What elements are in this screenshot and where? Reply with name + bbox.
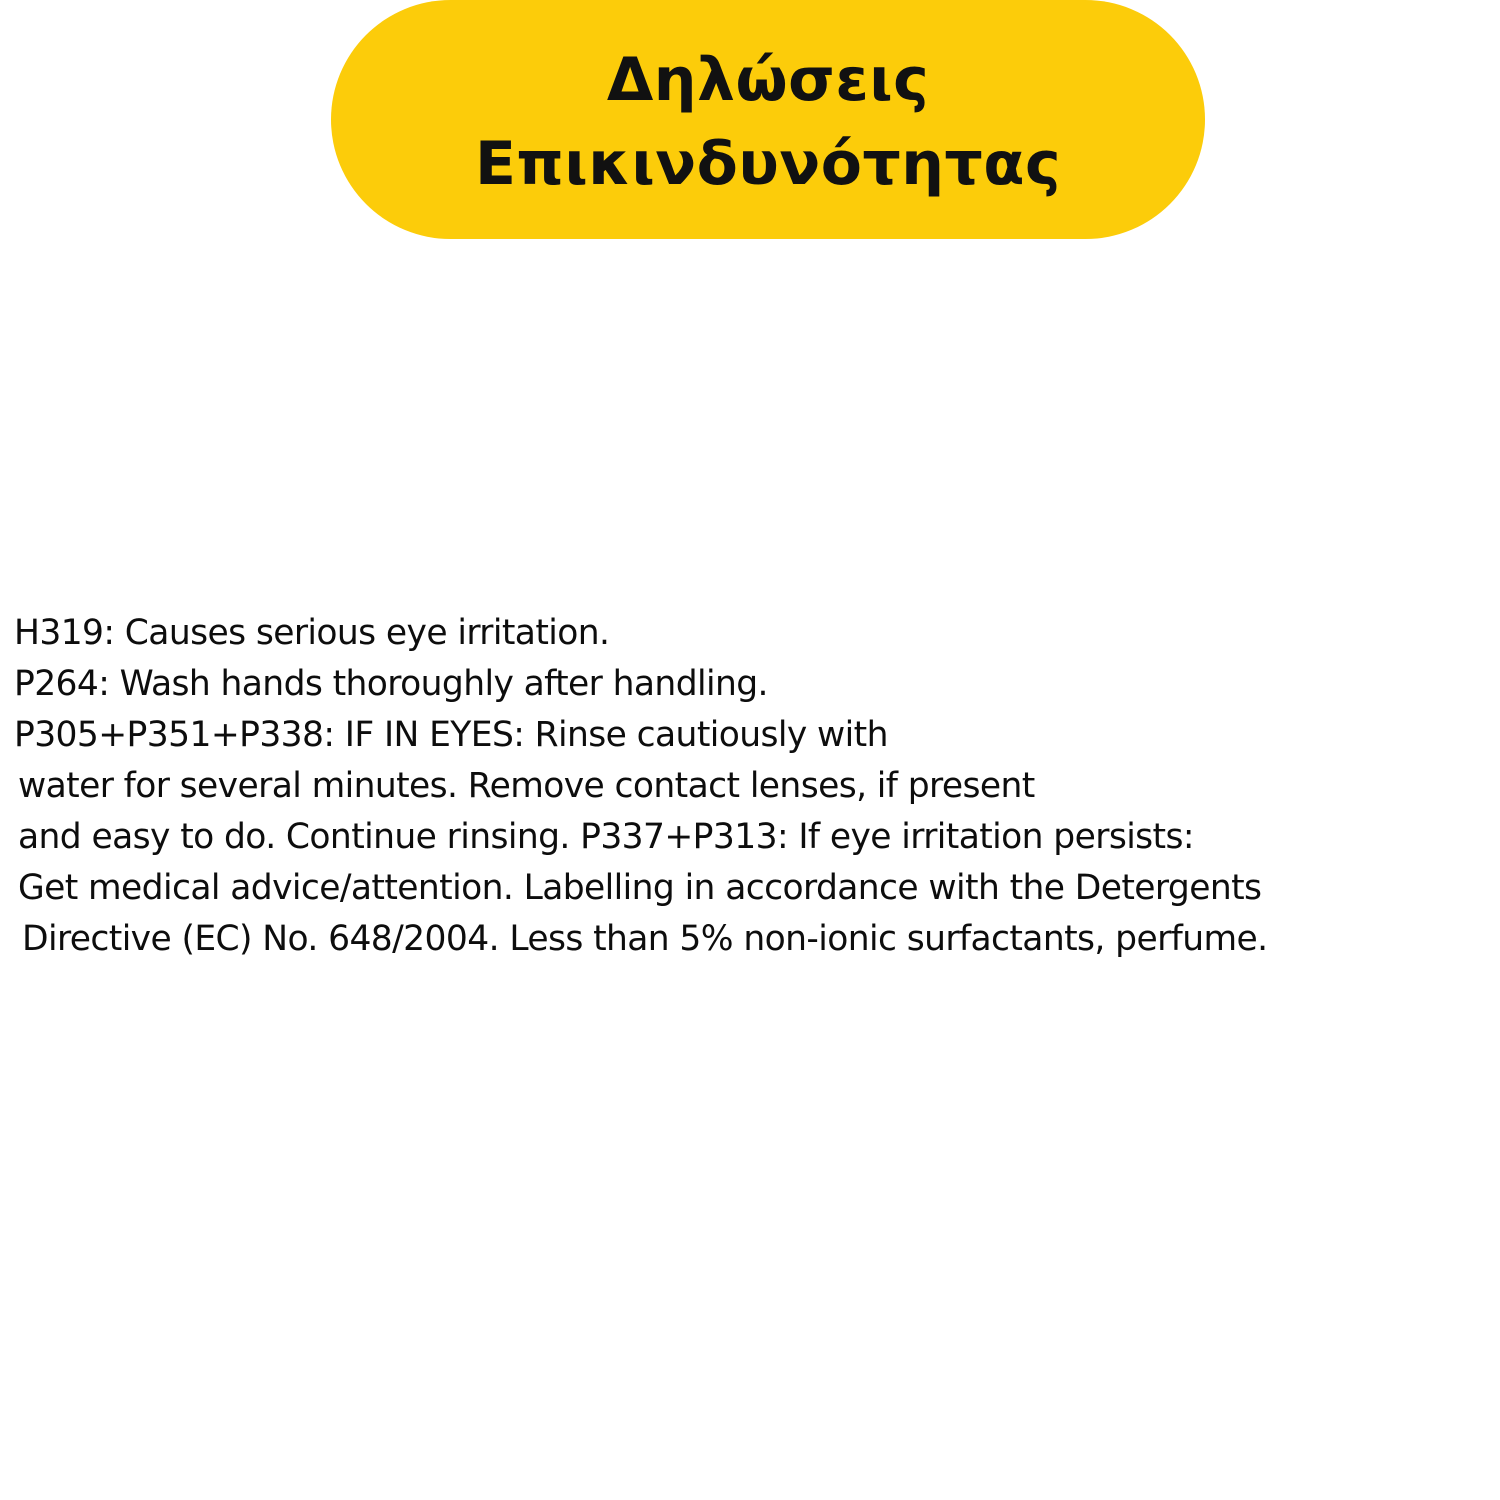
title-line-1: Δηλώσεις	[606, 44, 930, 115]
hazard-statements	[14, 608, 1484, 965]
statement-line: water for several minutes. Remove contact lenses, if present	[18, 766, 1035, 806]
title-line-2: Επικινδυνότητας	[474, 128, 1062, 199]
statement-line: P264: Wash hands thoroughly after handling.	[14, 664, 768, 704]
statement-line: P305+P351+P338: IF IN EYES: Rinse cautiously with	[14, 715, 888, 755]
statement-line: H319: Causes serious eye irritation.	[14, 613, 610, 653]
statement-line: and easy to do. Continue rinsing. P337+P313: If eye irritation persists:	[18, 817, 1194, 857]
title-banner	[331, 0, 1205, 239]
statement-line: Directive (EC) No. 648/2004. Less than 5% non-ionic surfactants, perfume.	[22, 919, 1268, 959]
statement-line: Get medical advice/attention. Labelling in accordance with the Detergents	[18, 868, 1262, 908]
